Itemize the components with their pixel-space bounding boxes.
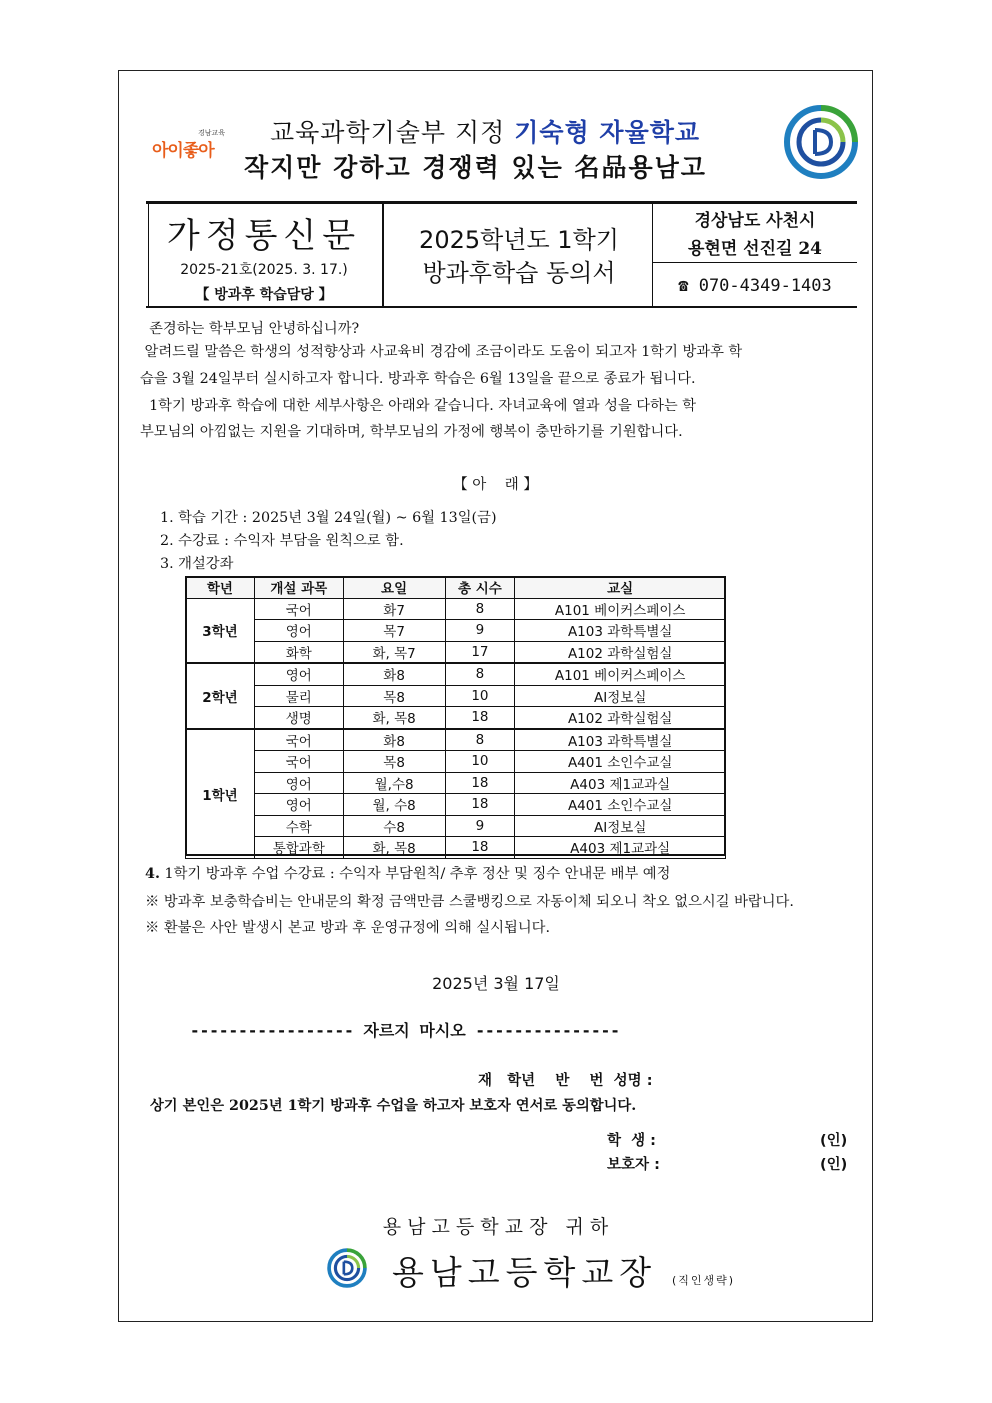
education-logo bbox=[150, 128, 232, 160]
subject-cell: 영어 bbox=[254, 663, 343, 685]
doc-title-line-2: 방과후학습 동의서 bbox=[422, 259, 616, 287]
intro-line-1: 알려드릴 말씀은 학생의 성적향상과 사교육비 경감에 조금이라도 도움이 되고자 1학기 방과후 학 bbox=[140, 344, 743, 360]
table-row bbox=[186, 707, 726, 729]
hours-cell: 18 bbox=[445, 794, 515, 816]
table-row bbox=[186, 598, 726, 620]
note-refund: ※ 환불은 사안 발생시 본교 방과 후 운영규정에 의해 실시됩니다. bbox=[145, 920, 551, 936]
hours-cell: 8 bbox=[445, 729, 515, 751]
day-cell: 수8 bbox=[343, 815, 445, 837]
table-row bbox=[186, 685, 726, 707]
issue-number: 2025-21호(2025. 3. 17.) bbox=[180, 262, 348, 278]
item-fee: 2. 수강료 : 수익자 부담을 원칙으로 함. bbox=[160, 533, 404, 549]
subject-cell: 통합과학 bbox=[254, 837, 343, 859]
table-row bbox=[186, 837, 726, 859]
day-cell: 화7 bbox=[343, 598, 445, 620]
subject-cell: 생명 bbox=[254, 707, 343, 729]
document-title bbox=[386, 224, 652, 290]
principal-emblem-icon bbox=[327, 1248, 367, 1288]
hours-cell: 17 bbox=[445, 641, 515, 663]
room-cell: A102 과학실험실 bbox=[515, 707, 726, 729]
item-tuition-text: 1학기 방과후 수업 수강료 : 수익자 부담원칙/ 추후 정산 및 징수 안내문 배부 예정 bbox=[159, 866, 671, 882]
table-row bbox=[186, 794, 726, 816]
room-cell: AI정보실 bbox=[515, 815, 726, 837]
hours-cell: 9 bbox=[445, 620, 515, 642]
subject-cell: 영어 bbox=[254, 620, 343, 642]
seal-omitted-note: (직인생략) bbox=[672, 1274, 736, 1287]
col-header-subject: 개설 과목 bbox=[254, 577, 343, 599]
intro-line-2: 습을 3월 24일부터 실시하고자 합니다. 방과후 학습은 6월 13일을 끝으로 종료가 됩니다. bbox=[140, 371, 696, 387]
hours-cell: 8 bbox=[445, 663, 515, 685]
grade-cell: 1학년 bbox=[186, 729, 255, 859]
hours-cell: 10 bbox=[445, 685, 515, 707]
item-courses: 3. 개설강좌 bbox=[160, 556, 234, 572]
recipient-line: 용 남 고 등 학 교 장 귀 하 bbox=[382, 1216, 609, 1238]
subject-cell: 영어 bbox=[254, 794, 343, 816]
masthead-divider-2 bbox=[382, 204, 384, 306]
school-emblem-icon bbox=[783, 104, 859, 180]
room-cell: AI정보실 bbox=[515, 685, 726, 707]
item-tuition bbox=[145, 863, 855, 883]
day-cell: 화, 목8 bbox=[343, 837, 445, 859]
note-payment: ※ 방과후 보충학습비는 안내문의 확정 금액만큼 스쿨뱅킹으로 자동이체 되오니 착오 없으시길 바랍니다. bbox=[145, 894, 794, 910]
hours-cell: 8 bbox=[445, 598, 515, 620]
hours-cell: 10 bbox=[445, 751, 515, 773]
principal-name: 용남고등학교장 bbox=[392, 1253, 658, 1292]
student-info-label: 재 학년 반 번 성명 : bbox=[478, 1073, 653, 1089]
table-row bbox=[186, 772, 726, 794]
student-signature-label: 학 생 : bbox=[607, 1133, 656, 1149]
item-period: 1. 학습 기간 : 2025년 3월 24일(월) ~ 6월 13일(금) bbox=[160, 510, 497, 526]
room-cell: A102 과학실험실 bbox=[515, 641, 726, 663]
section-heading: 【 아 래 】 bbox=[453, 477, 538, 493]
room-cell: A403 제1교과실 bbox=[515, 772, 726, 794]
item-tuition-number: 4. bbox=[145, 866, 160, 882]
subject-cell: 물리 bbox=[254, 685, 343, 707]
guardian-signature-label: 보호자 : bbox=[607, 1157, 660, 1173]
col-header-grade: 학년 bbox=[186, 577, 255, 599]
issue-date: 2025년 3월 17일 bbox=[432, 974, 560, 993]
day-cell: 월,수8 bbox=[343, 772, 445, 794]
grade-cell: 3학년 bbox=[186, 598, 255, 663]
subject-cell: 수학 bbox=[254, 815, 343, 837]
day-cell: 화8 bbox=[343, 663, 445, 685]
hours-cell: 18 bbox=[445, 707, 515, 729]
header-slogan: 작지만 강하고 경쟁력 있는 名品용남고 bbox=[244, 153, 707, 182]
consent-statement: 상기 본인은 2025년 1학기 방과후 수업을 하고자 보호자 연서로 동의합니다. bbox=[150, 1098, 637, 1114]
subject-cell: 영어 bbox=[254, 772, 343, 794]
student-seal: (인) bbox=[820, 1133, 848, 1149]
header-designation: 교육과학기술부 지정 bbox=[270, 118, 506, 147]
guardian-seal: (인) bbox=[820, 1157, 848, 1173]
subject-cell: 화학 bbox=[254, 641, 343, 663]
department: 【 방과후 학습담당 】 bbox=[195, 287, 333, 303]
table-row bbox=[186, 815, 726, 837]
greeting: 존경하는 학부모님 안녕하십니까? bbox=[140, 321, 360, 337]
phone-number: ☎ 070-4349-1403 bbox=[678, 276, 832, 296]
day-cell: 목8 bbox=[343, 685, 445, 707]
col-header-hours: 총 시수 bbox=[445, 577, 515, 599]
room-cell: A103 과학특별실 bbox=[515, 620, 726, 642]
table-row bbox=[186, 729, 726, 751]
address-line-1: 경상남도 사천시 bbox=[694, 211, 816, 231]
masthead-divider-3 bbox=[652, 204, 653, 306]
col-header-day: 요일 bbox=[343, 577, 445, 599]
day-cell: 목8 bbox=[343, 751, 445, 773]
subject-cell: 국어 bbox=[254, 751, 343, 773]
col-header-room: 교실 bbox=[515, 577, 726, 599]
logo-sub-text: 경남교육 bbox=[198, 129, 226, 137]
course-table bbox=[185, 576, 726, 859]
newsletter-title: 가정통신문 bbox=[166, 216, 362, 256]
subject-cell: 국어 bbox=[254, 598, 343, 620]
room-cell: A101 베이커스페이스 bbox=[515, 598, 726, 620]
table-row bbox=[186, 620, 726, 642]
room-cell: A101 베이커스페이스 bbox=[515, 663, 726, 685]
header-line-1 bbox=[270, 113, 700, 149]
table-header-row bbox=[186, 577, 726, 599]
doc-title-line-1: 2025학년도 1학기 bbox=[419, 226, 619, 254]
cut-line: ----------------- 자르지 마시오 --------------- bbox=[190, 1021, 620, 1040]
table-row bbox=[186, 663, 726, 685]
room-cell: A403 제1교과실 bbox=[515, 837, 726, 859]
room-cell: A401 소인수교실 bbox=[515, 794, 726, 816]
day-cell: 화, 목7 bbox=[343, 641, 445, 663]
day-cell: 월, 수8 bbox=[343, 794, 445, 816]
room-cell: A401 소인수교실 bbox=[515, 751, 726, 773]
grade-cell: 2학년 bbox=[186, 663, 255, 729]
school-address bbox=[655, 207, 855, 263]
address-line-2: 용현면 선진길 24 bbox=[687, 239, 823, 259]
intro-line-3: 1학기 방과후 학습에 대한 세부사항은 아래와 같습니다. 자녀교육에 열과 성을 다하는 학 bbox=[140, 398, 697, 414]
day-cell: 화8 bbox=[343, 729, 445, 751]
subject-cell: 국어 bbox=[254, 729, 343, 751]
logo-text: 아이좋아 bbox=[152, 141, 214, 161]
day-cell: 목7 bbox=[343, 620, 445, 642]
header-school-type: 기숙형 자율학교 bbox=[514, 118, 701, 147]
masthead-bottom-rule bbox=[146, 306, 857, 308]
table-row bbox=[186, 751, 726, 773]
hours-cell: 9 bbox=[445, 815, 515, 837]
day-cell: 화, 목8 bbox=[343, 707, 445, 729]
room-cell: A103 과학특별실 bbox=[515, 729, 726, 751]
intro-line-4: 부모님의 아낌없는 지원을 기대하며, 학부모님의 가정에 행복이 충만하기를 기원합니다. bbox=[140, 424, 683, 440]
table-row bbox=[186, 641, 726, 663]
hours-cell: 18 bbox=[445, 837, 515, 859]
masthead-top-rule bbox=[146, 201, 857, 204]
hours-cell: 18 bbox=[445, 772, 515, 794]
